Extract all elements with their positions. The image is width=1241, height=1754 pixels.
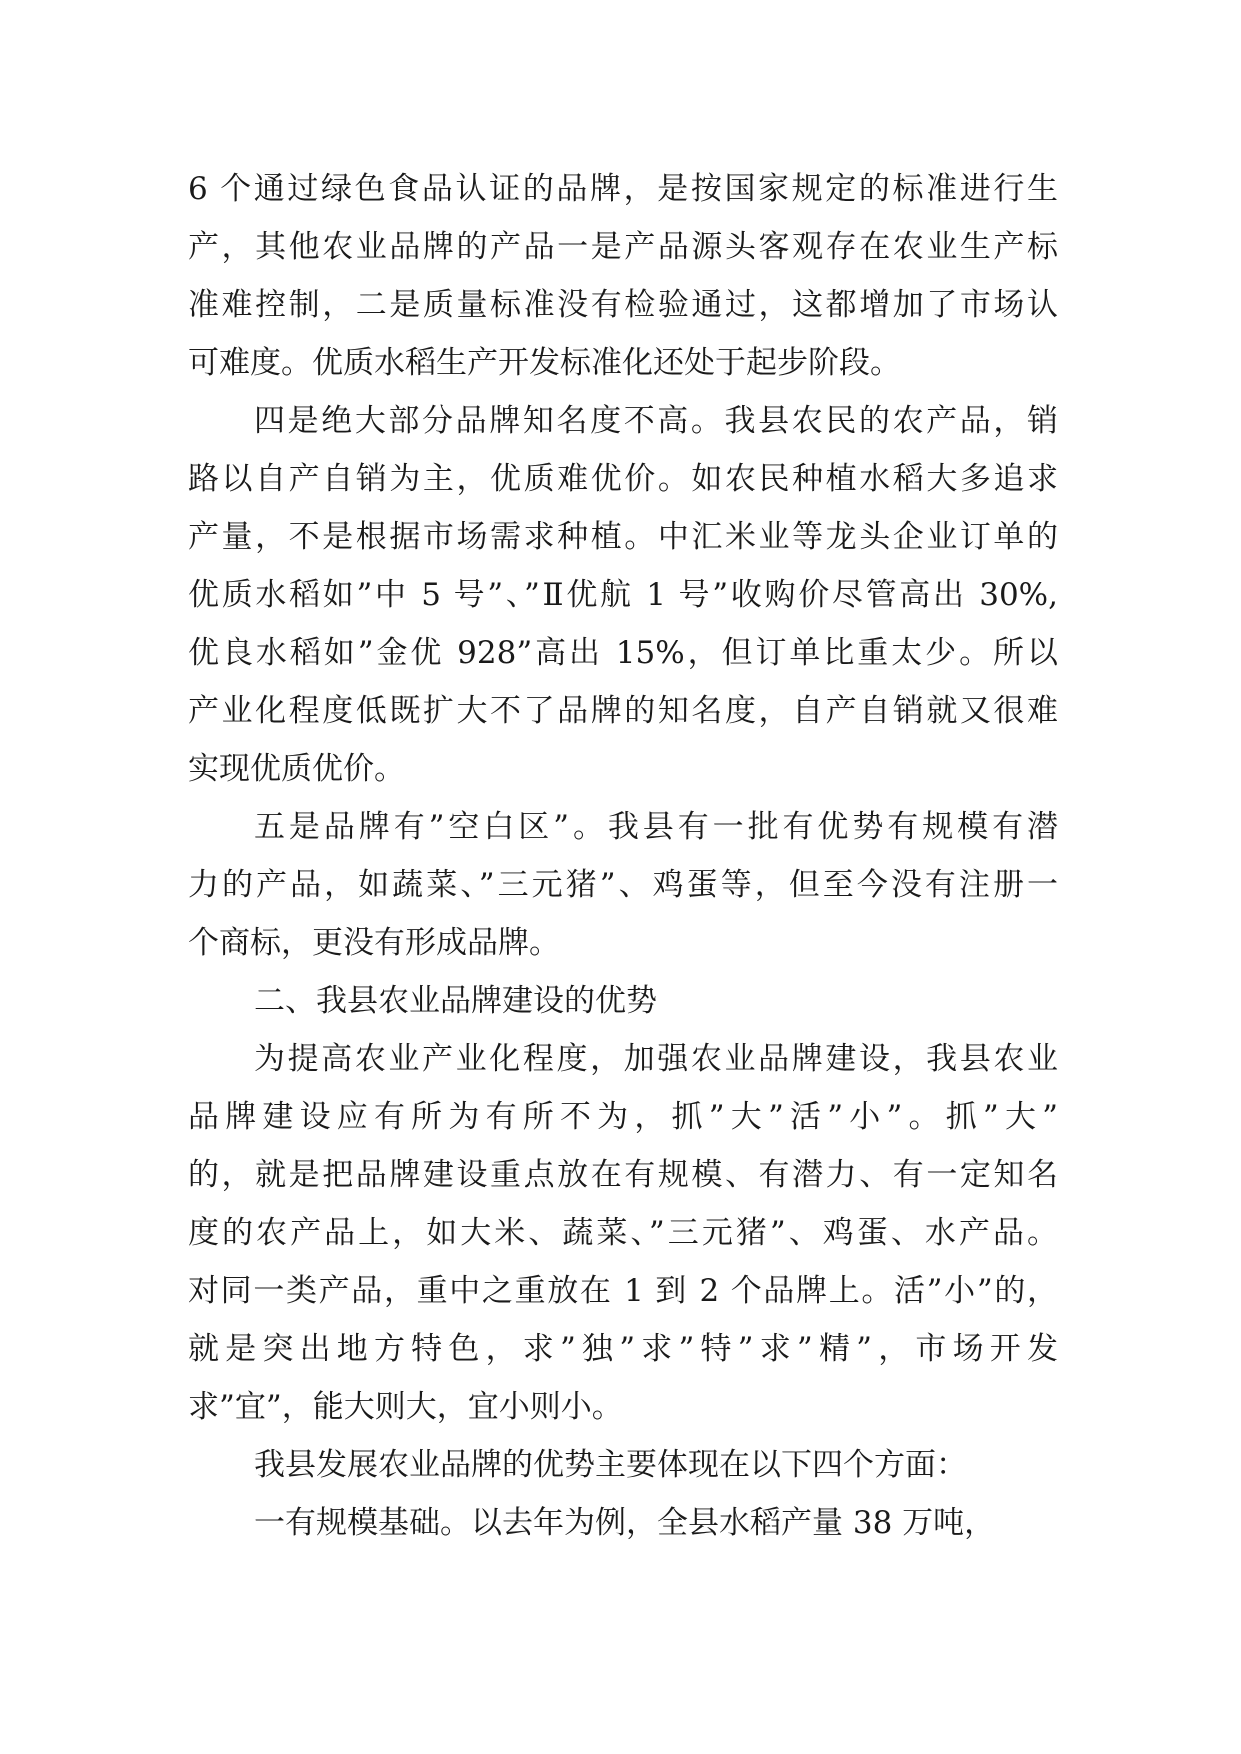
text-line: 实现优质优价。 <box>188 751 405 787</box>
text-line: 的，就是把品牌建设重点放在有规模、有潜力、有一定知名 <box>188 1157 1058 1193</box>
text-line: 产业化程度低既扩大不了品牌的知名度，自产自销就又很难 <box>188 693 1058 729</box>
text-line: 五是品牌有”空白区”。我县有一批有优势有规模有潜 <box>254 809 1058 845</box>
text-line: 优良水稻如”金优 928”高出 15%，但订单比重太少。所以 <box>188 635 1058 671</box>
text-line: 品牌建设应有所为有所不为，抓”大”活”小”。抓”大” <box>188 1099 1058 1135</box>
text-line: 求”宜”，能大则大，宜小则小。 <box>188 1389 623 1425</box>
paragraph-strategy <box>188 1030 1058 1436</box>
text-line: 产，其他农业品牌的产品一是产品源头客观存在农业生产标 <box>188 229 1058 265</box>
text-line: 度的农产品上，如大米、蔬菜、”三元猪”、鸡蛋、水产品。 <box>188 1215 1058 1251</box>
paragraph-point-five <box>188 798 1058 972</box>
text-line: 四是绝大部分品牌知名度不高。我县农民的农产品，销 <box>254 403 1058 439</box>
text-line: 产量，不是根据市场需求种植。中汇米业等龙头企业订单的 <box>188 519 1058 555</box>
text-line: 我县发展农业品牌的优势主要体现在以下四个方面： <box>254 1447 967 1483</box>
paragraph-point-four <box>188 392 1058 798</box>
text-line: 就是突出地方特色，求”独”求”特”求”精”，市场开发 <box>188 1331 1058 1367</box>
paragraph-cert-continued <box>188 160 1058 392</box>
text-line: 可难度。优质水稻生产开发标准化还处于起步阶段。 <box>188 345 901 381</box>
paragraph-advantages-intro <box>188 1436 1058 1494</box>
text-line: 对同一类产品，重中之重放在 1 到 2 个品牌上。活”小”的， <box>188 1273 1058 1309</box>
text-line: 为提高农业产业化程度，加强农业品牌建设，我县农业 <box>254 1041 1058 1077</box>
text-line: 优质水稻如”中 5 号”、”Ⅱ优航 1 号”收购价尽管高出 30%, <box>188 577 1058 613</box>
paragraph-advantage-one <box>188 1494 1058 1552</box>
text-line: 力的产品，如蔬菜、”三元猪”、鸡蛋等，但至今没有注册一 <box>188 867 1058 903</box>
section-heading-advantages <box>188 972 1058 1030</box>
section-heading: 二、我县农业品牌建设的优势 <box>254 983 657 1019</box>
text-line: 一有规模基础。以去年为例，全县水稻产量 38 万吨， <box>254 1505 996 1541</box>
text-line: 路以自产自销为主，优质难优价。如农民种植水稻大多追求 <box>188 461 1058 497</box>
text-line: 准难控制，二是质量标准没有检验通过，这都增加了市场认 <box>188 287 1058 323</box>
text-line: 6 个通过绿色食品认证的品牌，是按国家规定的标准进行生 <box>188 171 1058 207</box>
document-body <box>188 160 1058 1552</box>
text-line: 个商标，更没有形成品牌。 <box>188 925 560 961</box>
